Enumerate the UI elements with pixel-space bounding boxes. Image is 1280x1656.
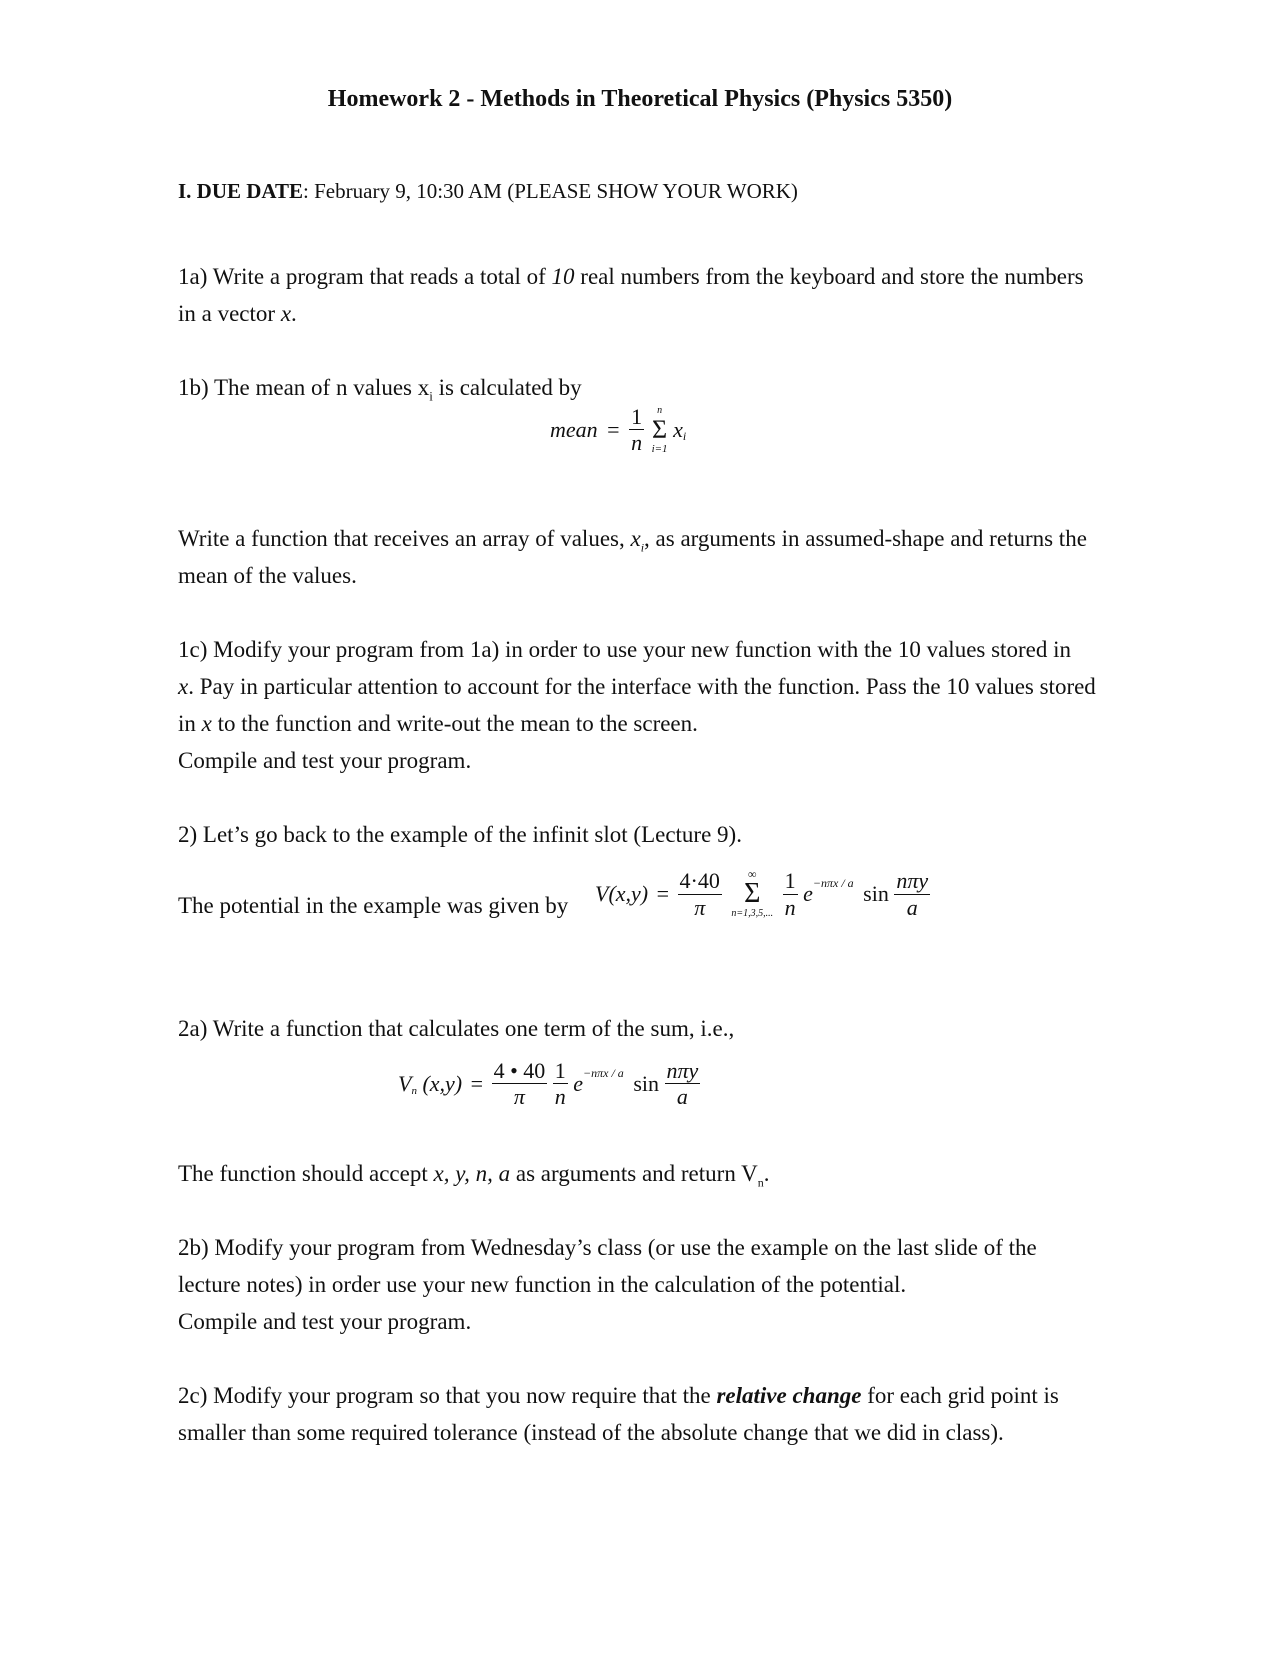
potential-coefficient: $\frac{4\cdot 40}{\pi}$ — [679, 868, 720, 920]
mean-equation: mean = $\frac{1}{n}$ n Σ i=1 $x_i$ — [550, 404, 687, 456]
problem-2-line-1: 2) Let’s go back to the example of the infinit slot (Lecture 9). — [178, 822, 742, 847]
mean-sum: n Σ i=1 — [651, 404, 668, 455]
problem-1a-line-2: in a vector x. — [178, 301, 297, 326]
potential-sum: ∞ Σ n=1,3,5,... — [731, 867, 774, 919]
problem-2c-line-2: smaller than some required tolerance (instead of the absolute change that we did in class). — [178, 1420, 1004, 1445]
problem-1b-line-3: mean of the values. — [178, 563, 357, 588]
problem-2a-line-1: 2a) Write a function that calculates one term of the sum, i.e., — [178, 1016, 735, 1041]
problem-1b-line-1: 1b) The mean of n values $x_i$ is calculated by — [178, 375, 582, 404]
problem-1a-line-1: 1a) Write a program that reads a total of 10 real numbers from the keyboard and store the numbers — [178, 264, 1084, 289]
problem-1c-line-2: x. Pay in particular attention to account for the interface with the function. Pass the 10 values stored — [178, 674, 1096, 699]
single-term-sine-argument: $\frac{\text{nπy}}{a}$ — [666, 1058, 699, 1110]
potential-inverse-n: $\frac{1}{n}$ — [784, 868, 796, 920]
single-term-equation: $V_n$ (x,y) = $\frac{4 • 40}{\pi}$ $\frac{1}{n}$ $e^{-n\pi x / a}$ sin $\frac{\text{nπy}}{a}$ — [398, 1058, 699, 1110]
problem-2-line-2: The potential in the example was given by — [178, 893, 569, 918]
problem-1c-line-1: 1c) Modify your program from 1a) in order to use your new function with the 10 values stored in — [178, 637, 1071, 662]
problem-2a-line-2: The function should accept x, y, n, a as arguments and return $V_n$. — [178, 1161, 770, 1190]
single-term-coefficient: $\frac{4 • 40}{\pi}$ — [493, 1058, 546, 1110]
problem-1c-line-4: Compile and test your program. — [178, 748, 472, 773]
problem-2b-line-3: Compile and test your program. — [178, 1309, 472, 1334]
potential-equation: V(x,y) = $\frac{4\cdot 40}{\pi}$ ∞ Σ n=1,3,5,... $\frac{1}{n}$ $e^{-n\pi x / a}$ sin $\frac{\text{nπy}}{a}$ — [595, 867, 929, 920]
due-date-text: : February 9, 10:30 AM (PLEASE SHOW YOUR WORK) — [303, 179, 798, 203]
problem-1c-line-3: in x to the function and write-out the mean to the screen. — [178, 711, 698, 736]
mean-fraction: $\frac{1}{n}$ — [631, 404, 643, 456]
page-title: Homework 2 - Methods in Theoretical Physics (Physics 5350) — [327, 86, 953, 112]
due-date-line — [178, 176, 798, 206]
mean-lhs: mean — [550, 416, 598, 442]
problem-2b-line-2: lecture notes) in order use your new function in the calculation of the potential. — [178, 1272, 907, 1297]
problem-2c-line-1: 2c) Modify your program so that you now require that the relative change for each grid point is — [178, 1383, 1059, 1408]
problem-2b-line-1: 2b) Modify your program from Wednesday’s class (or use the example on the last slide of the — [178, 1235, 1037, 1260]
potential-sine-argument: $\frac{\text{nπy}}{a}$ — [896, 868, 929, 920]
single-term-inverse-n: $\frac{1}{n}$ — [554, 1058, 566, 1110]
problem-1b-line-2: Write a function that receives an array of values, $x_i$, as arguments in assumed-shape and returns the — [178, 526, 1087, 555]
due-date-label: I. DUE DATE — [178, 179, 304, 203]
